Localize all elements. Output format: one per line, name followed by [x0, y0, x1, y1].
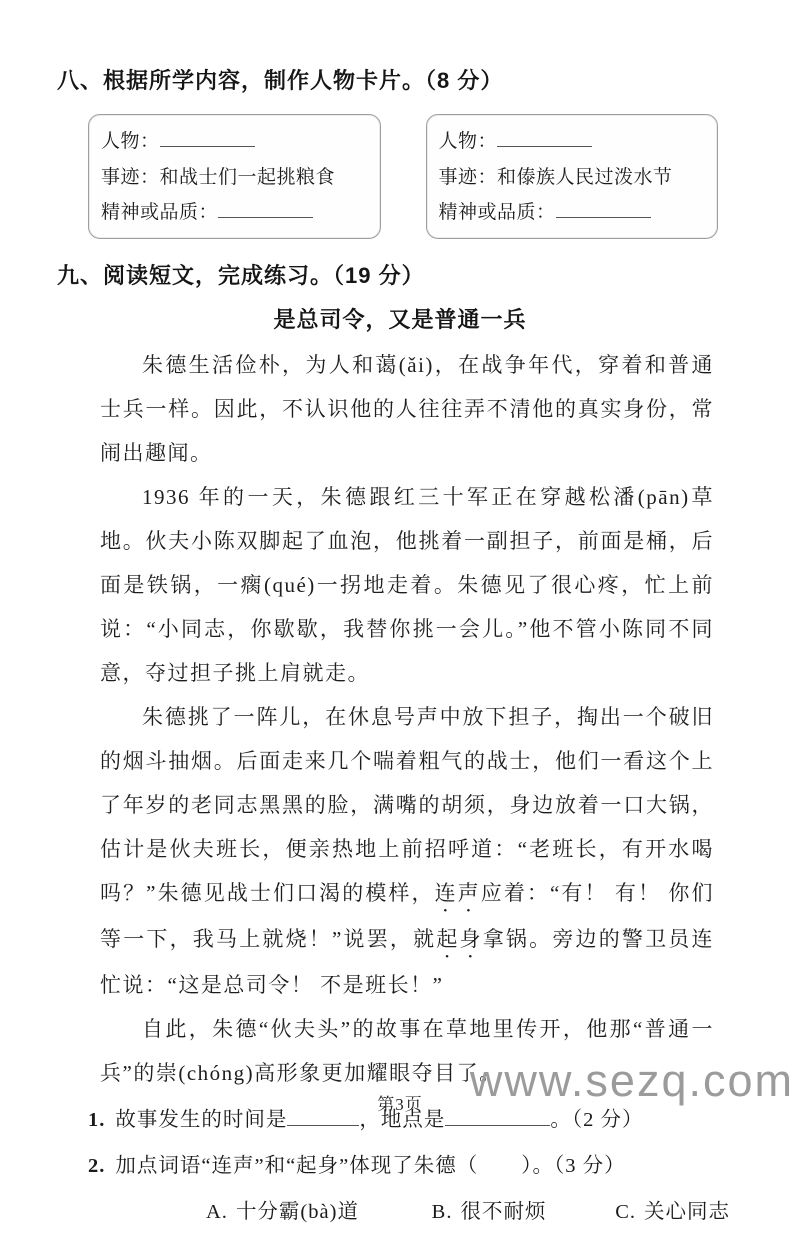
card2-quality-line — [439, 195, 706, 230]
card2-deed-text: 和傣族人民过泼水节 — [497, 166, 673, 188]
p3-emphasized-qishen: 起身 — [436, 927, 483, 951]
card1-quality-line — [101, 195, 368, 230]
card1-person-label: 人物： — [101, 131, 160, 152]
card1-person-line — [101, 124, 368, 159]
p3-segment-3: 拿锅。旁边的警卫员连忙说：“这是总司令！ 不是班长！” — [100, 927, 715, 997]
option-a-text: 十分霸(bà)道 — [235, 1201, 359, 1223]
person-card-1 — [88, 114, 381, 239]
option-a-label: A. — [206, 1201, 228, 1223]
passage-paragraph-4: 自此，朱德“伙夫头”的故事在草地里传开，他那“普通一兵”的崇(chóng)高形象更加耀眼夺目了。 — [100, 1017, 714, 1085]
questions-block — [88, 1097, 730, 1235]
question-2 — [88, 1143, 730, 1189]
option-c-text: 关心同志 — [644, 1201, 730, 1223]
card2-person-blank — [497, 127, 592, 147]
question-2-number: 2. — [88, 1155, 106, 1177]
passage-paragraph-2: 1936 年的一天，朱德跟红三十军正在穿越松潘(pān)草地。伙夫小陈双脚起了血泡，他挑着一副担子，前面是桶，后面是铁锅，一瘸(qué)一拐地走着。朱德见了很心疼，忙上前说：“小同志，你歇歇，我替你挑一会儿。”他不管小陈同不同意，夺过担子挑上肩就走。 — [100, 485, 714, 685]
option-b — [432, 1189, 616, 1235]
p3-segment-1: 朱德挑了一阵儿，在休息号声中放下担子，掏出一个破旧的烟斗抽烟。后面走来几个喘着粗气的战士，他们一看这个上了年岁的老同志黑黑的脸，满嘴的胡须，身边放着一口大锅，估计是伙夫班长，便亲热地上前招呼道：“老班长，有开水喝吗？”朱德见战士们口渴的模样， — [100, 705, 714, 905]
question-1-mid: ，地点是 — [359, 1109, 446, 1131]
card1-deed-line — [101, 160, 368, 195]
card1-deed-text: 和战士们一起挑粮食 — [159, 166, 336, 188]
passage-body — [100, 343, 714, 1095]
question-1-number: 1. — [88, 1109, 106, 1131]
card1-deed-label: 事迹： — [101, 166, 160, 188]
question-1-pre: 故事发生的时间是 — [115, 1109, 288, 1131]
p3-emphasized-liansheng: 连声 — [434, 881, 481, 905]
section-8-heading: 八、根据所学内容，制作人物卡片。（8 分） — [57, 68, 504, 93]
p3-segment-2: 应着：“有！ 有！ 你们等一下，我马上就烧！”说罢，就 — [100, 881, 714, 951]
card2-person-label: 人物： — [438, 131, 498, 152]
card2-person-line — [439, 124, 706, 159]
option-c-label: C. — [615, 1201, 636, 1223]
page-number: 第3页 — [377, 1095, 423, 1114]
person-card-2 — [426, 114, 719, 239]
option-c — [615, 1189, 730, 1235]
option-a — [206, 1189, 432, 1235]
passage-title: 是总司令，又是普通一兵 — [273, 307, 527, 332]
passage-paragraph-1: 朱德生活俭朴，为人和蔼(ǎi)，在战争年代，穿着和普通士兵一样。因此，不认识他的人往往弄不清他的真实身份，常闹出趣闻。 — [100, 353, 714, 465]
question-2-text: 加点词语“连声”和“起身”体现了朱德（ ）。（3 分） — [115, 1155, 626, 1177]
card1-quality-blank — [218, 198, 313, 218]
card2-deed-line — [439, 160, 706, 195]
person-cards-row — [88, 114, 718, 239]
card1-person-blank — [160, 127, 255, 147]
card2-quality-blank — [556, 198, 651, 218]
card2-quality-label: 精神或品质： — [438, 202, 556, 223]
section-9-heading: 九、阅读短文，完成练习。（19 分） — [57, 263, 425, 288]
site-watermark: www.sezq.com — [469, 1055, 794, 1106]
option-b-text: 很不耐烦 — [460, 1201, 547, 1223]
passage-paragraph-3 — [100, 695, 714, 1007]
question-1-post: 。（2 分） — [550, 1109, 644, 1131]
card2-deed-label: 事迹： — [438, 166, 498, 188]
card1-quality-label: 精神或品质： — [101, 202, 219, 223]
question-2-options — [206, 1189, 730, 1235]
option-b-label: B. — [431, 1201, 453, 1223]
